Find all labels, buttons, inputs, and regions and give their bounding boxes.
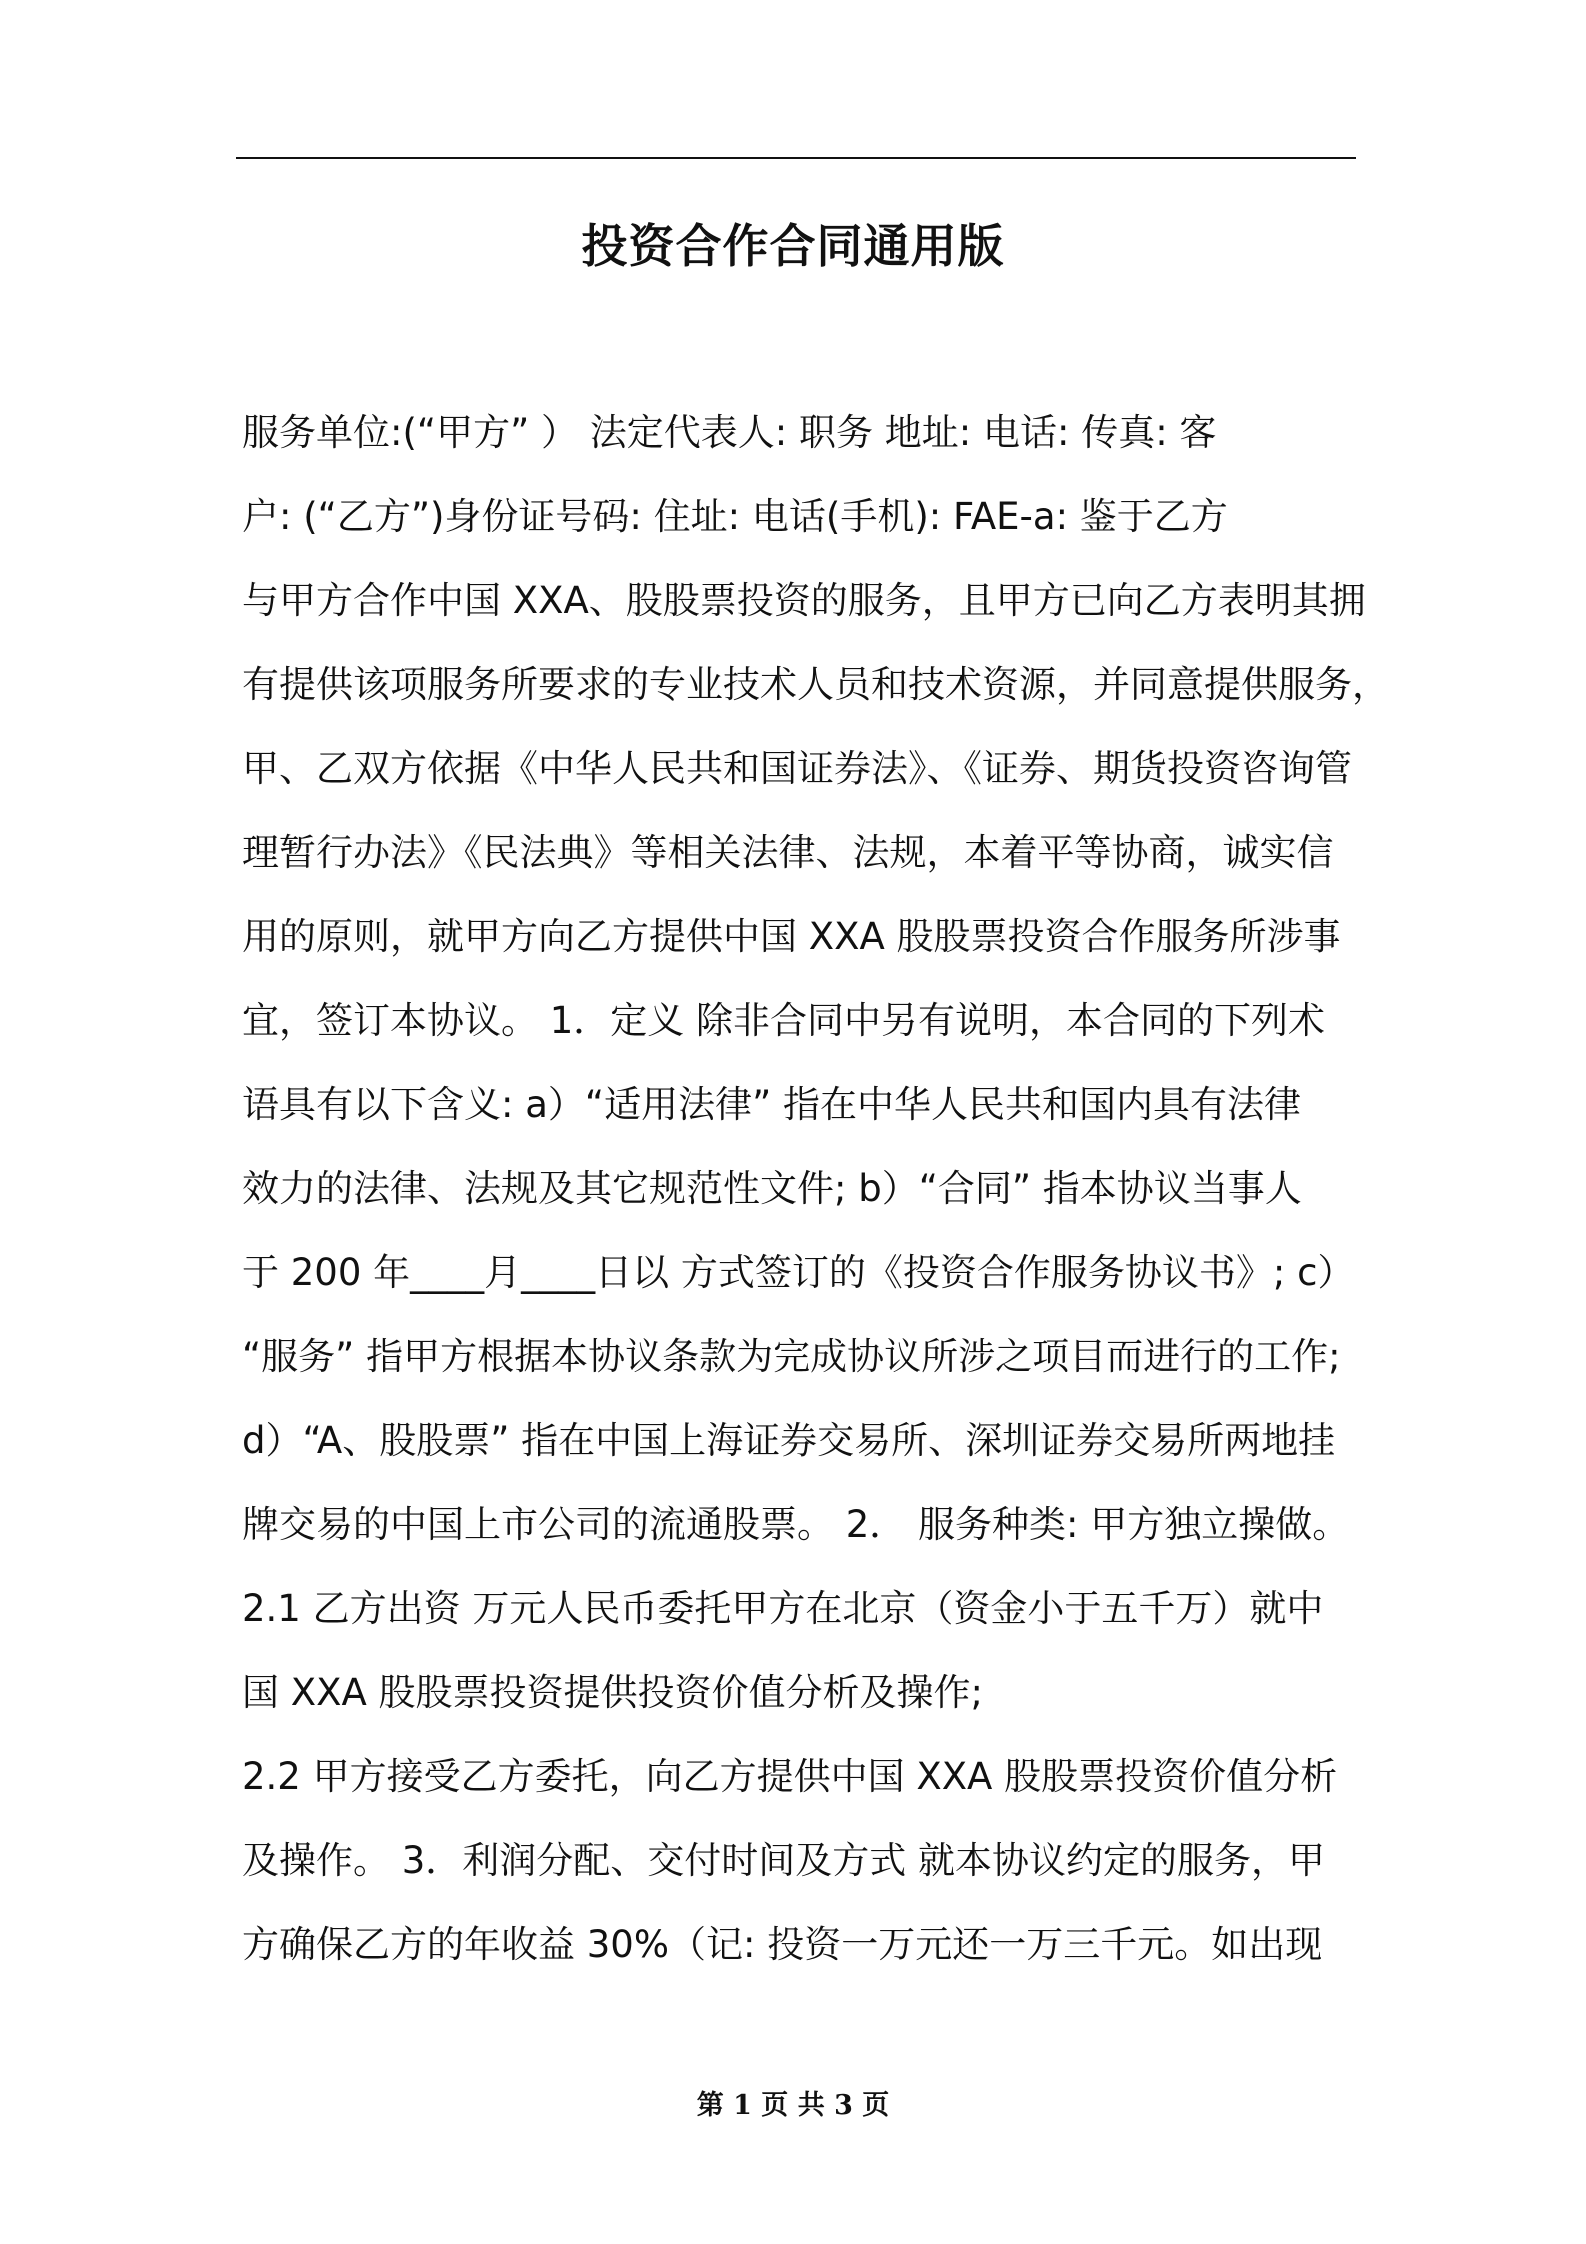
body-line: “服务” 指甲方根据本协议条款为完成协议所涉之项目而进行的工作; (242, 1335, 1341, 1378)
body-line: 有提供该项服务所要求的专业技术人员和技术资源，并同意提供服务， (242, 663, 1389, 706)
body-line: 服务单位:(“甲方” ） 法定代表人: 职务 地址: 电话: 传真: 客 (242, 411, 1217, 454)
header-rule (236, 157, 1356, 159)
body-line: d）“A、股股票” 指在中国上海证券交易所、深圳证券交易所两地挂 (242, 1419, 1336, 1462)
body-line: 国 XXA 股股票投资提供投资价值分析及操作; (242, 1671, 983, 1714)
body-line: 2.2 甲方接受乙方委托，向乙方提供中国 XXA 股股票投资价值分析 (242, 1755, 1338, 1798)
body-line: 牌交易的中国上市公司的流通股票。 2． 服务种类: 甲方独立操做。 (242, 1503, 1350, 1546)
document-title: 投资合作合同通用版 (581, 219, 1005, 273)
body-line: 语具有以下含义: a）“适用法律” 指在中华人民共和国内具有法律 (242, 1083, 1301, 1126)
body-line: 宜，签订本协议。 1．定义 除非合同中另有说明，本合同的下列术 (242, 999, 1326, 1042)
body-line: 与甲方合作中国 XXA、股股票投资的服务，且甲方已向乙方表明其拥 (242, 579, 1366, 622)
body-line: 效力的法律、法规及其它规范性文件; b）“合同” 指本协议当事人 (242, 1167, 1302, 1210)
body-line: 户: (“乙方”)身份证号码: 住址: 电话(手机): FAE-a: 鉴于乙方 (242, 495, 1228, 538)
body-line: 用的原则，就甲方向乙方提供中国 XXA 股股票投资合作服务所涉事 (242, 915, 1341, 958)
body-line: 2.1 乙方出资 万元人民币委托甲方在北京（资金小于五千万）就中 (242, 1587, 1324, 1630)
body-line: 及操作。 3．利润分配、交付时间及方式 就本协议约定的服务，甲 (242, 1839, 1326, 1882)
body-line: 方确保乙方的年收益 30%（记: 投资一万元还一万三千元。如出现 (242, 1923, 1323, 1966)
page-number: 第 1 页 共 3 页 (696, 2090, 890, 2121)
body-line: 甲、乙双方依据《中华人民共和国证券法》、《证券、期货投资咨询管 (242, 747, 1352, 790)
body-line: 理暂行办法》《民法典》等相关法律、法规，本着平等协商，诚实信 (242, 831, 1334, 874)
body-line: 于 200 年____月____日以 方式签订的《投资合作服务协议书》; c） (242, 1251, 1355, 1294)
